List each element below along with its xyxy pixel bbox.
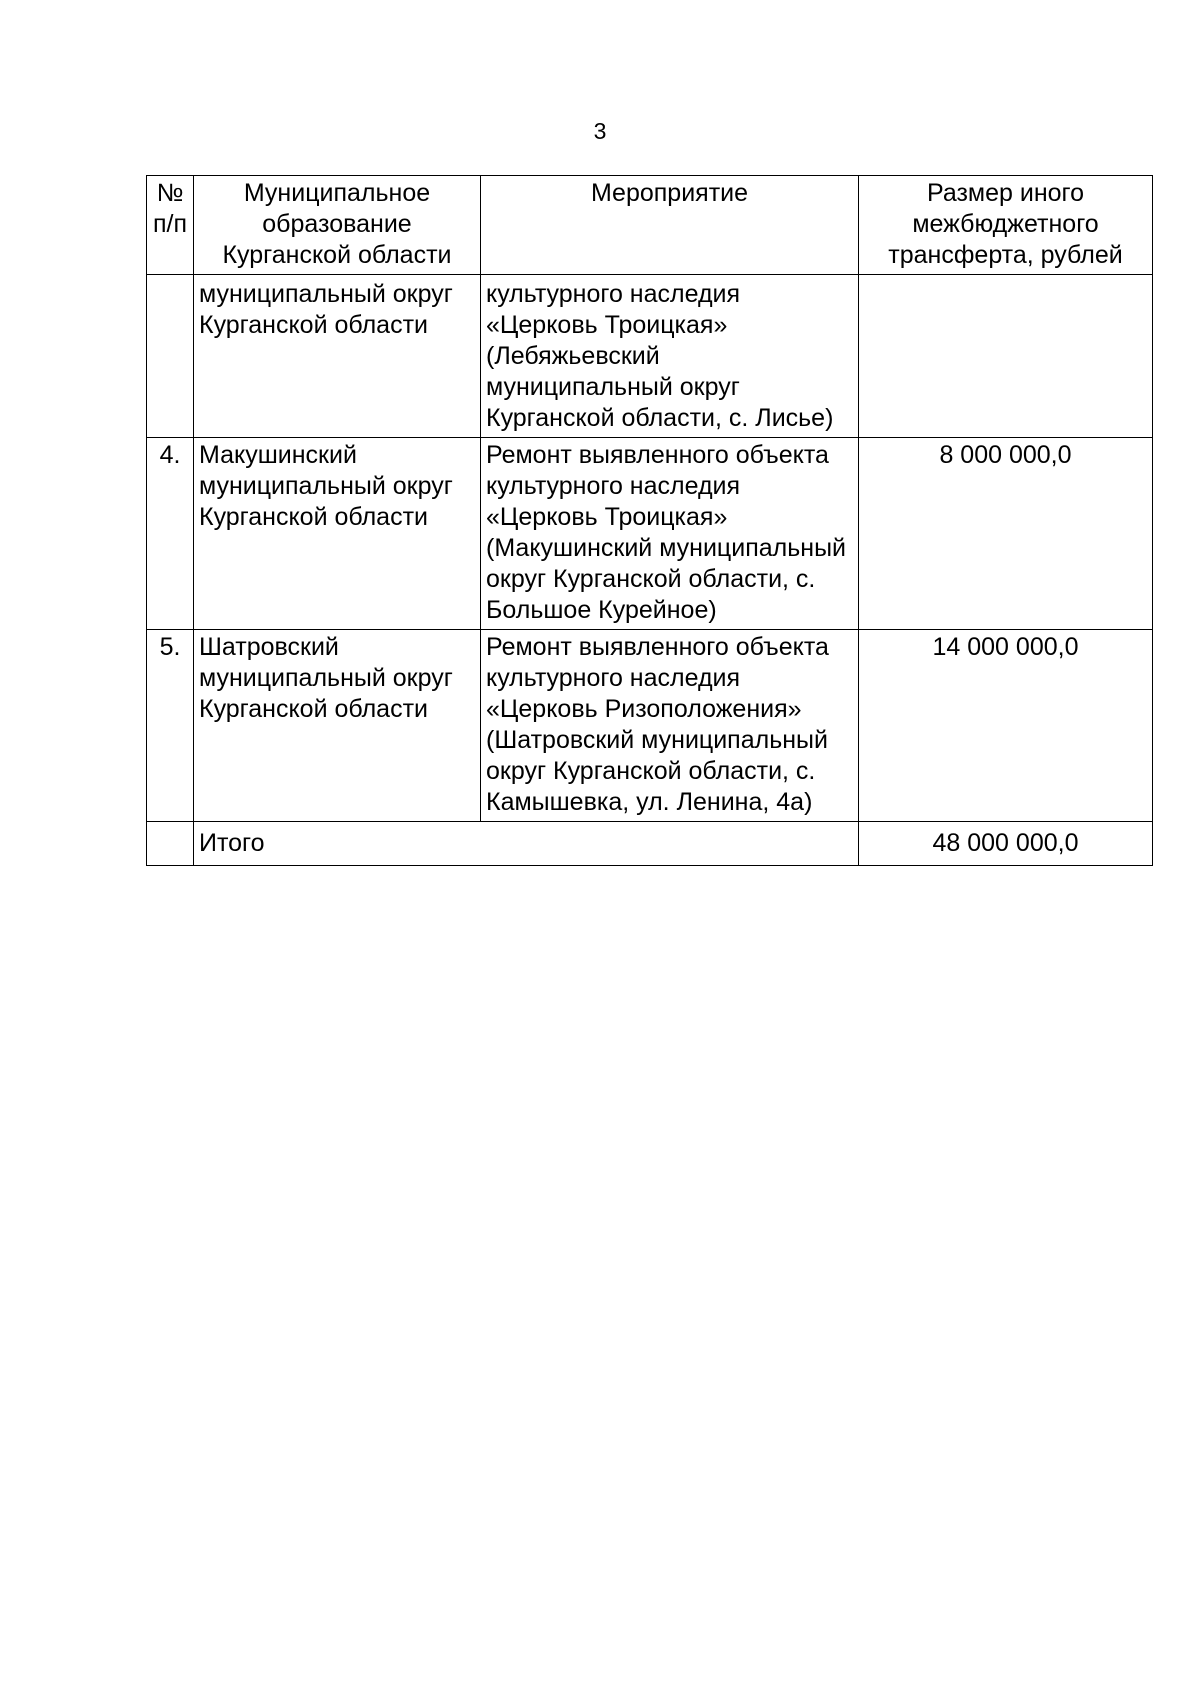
table-row-total xyxy=(147,822,1153,866)
header-activity: Мероприятие xyxy=(481,176,859,275)
page-number: 3 xyxy=(593,118,607,144)
cell-number: 5. xyxy=(147,630,194,822)
cell-amount: 14 000 000,0 xyxy=(859,630,1153,822)
cell-number xyxy=(147,822,194,866)
header-number: № п/п xyxy=(147,176,194,275)
cell-activity: культурного наследия «Церковь Троицкая» (Лебяжьевский муниципальный округ Курганской области, с. Лисье) xyxy=(481,275,859,438)
cell-amount: 8 000 000,0 xyxy=(859,438,1153,630)
header-amount: Размер иного межбюджетного трансферта, рублей xyxy=(859,176,1153,275)
table-row-continuation xyxy=(147,275,1153,438)
cell-municipality: муниципальный округ Курганской области xyxy=(194,275,481,438)
cell-municipality: Шатровский муниципальный округ Курганской области xyxy=(194,630,481,822)
cell-activity: Ремонт выявленного объекта культурного наследия «Церковь Троицкая» (Макушинский муниципальный округ Курганской области, с. Большое Курейное) xyxy=(481,438,859,630)
header-municipality: Муниципальное образование Курганской области xyxy=(194,176,481,275)
table-header xyxy=(147,176,1153,275)
transfers-table xyxy=(146,175,1153,866)
cell-amount xyxy=(859,275,1153,438)
cell-number: 4. xyxy=(147,438,194,630)
table-row xyxy=(147,630,1153,822)
table-row xyxy=(147,438,1153,630)
total-label: Итого xyxy=(194,822,859,866)
cell-activity: Ремонт выявленного объекта культурного наследия «Церковь Ризоположения» (Шатровский муниципальный округ Курганской области, с. Камышевка, ул. Ленина, 4а) xyxy=(481,630,859,822)
header-row xyxy=(147,176,1153,275)
cell-number xyxy=(147,275,194,438)
total-amount: 48 000 000,0 xyxy=(859,822,1153,866)
cell-municipality: Макушинский муниципальный округ Курганской области xyxy=(194,438,481,630)
